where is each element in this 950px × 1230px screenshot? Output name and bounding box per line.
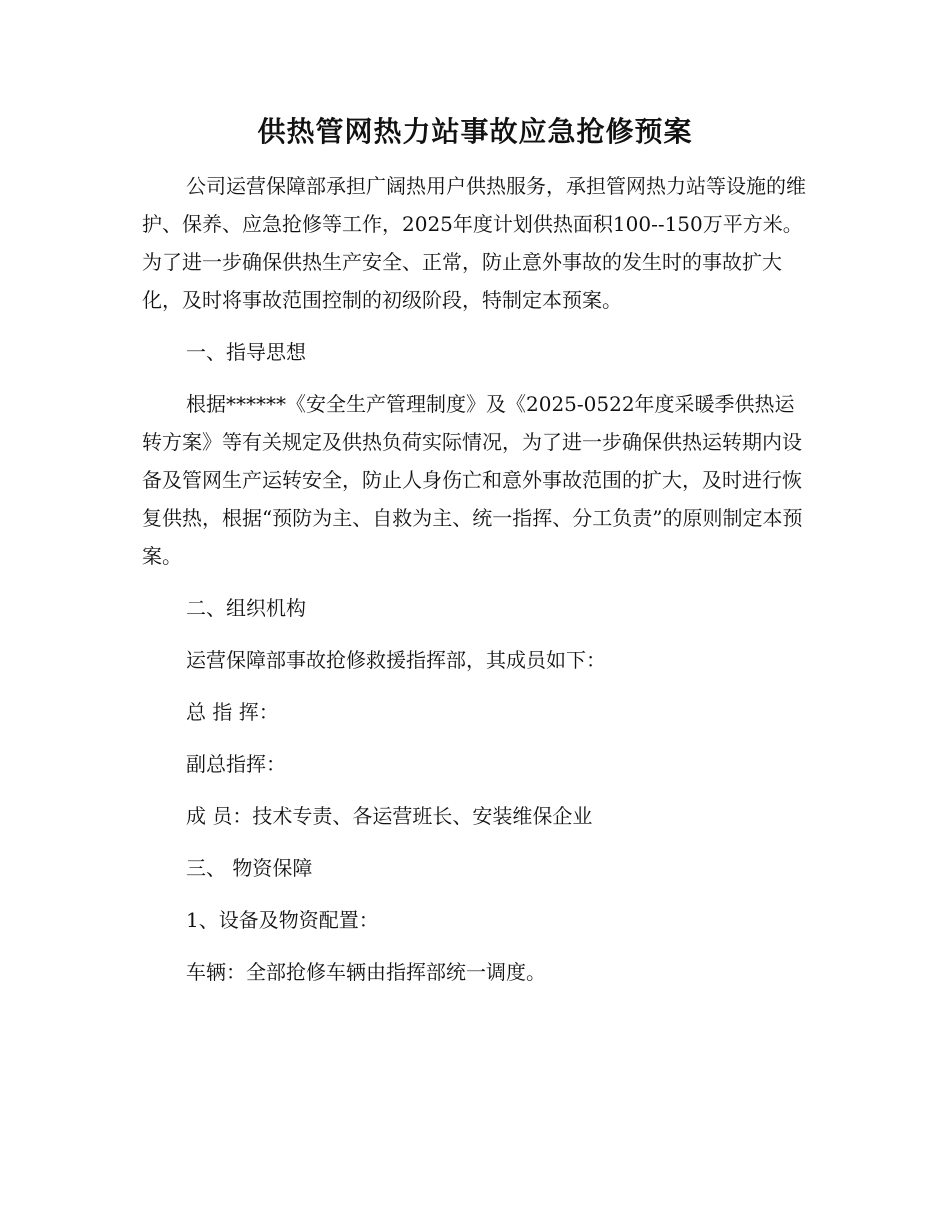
guiding-thought-paragraph: 根据******《安全生产管理制度》及《2025-0522年度采暖季供热运转方案》等有关规定及供热负荷实际情况，为了进一步确保供热运转期内设备及管网生产运转安全，防止人身伤亡和意外事故范围的扩大，及时进行恢复供热，根据“预防为主、自救为主、统一指挥、分工负责”的原则制定本预案。 (142, 392, 803, 568)
section-heading-materials: 三、 物资保障 (186, 856, 313, 880)
section-heading-organization: 二、组织机构 (186, 596, 306, 620)
vehicles-line: 车辆：全部抢修车辆由指挥部统一调度。 (186, 960, 546, 984)
section-heading-guiding-thought: 一、指导思想 (186, 340, 306, 364)
deputy-commander-line: 副总指挥： (186, 752, 286, 776)
intro-paragraph: 公司运营保障部承担广阔热用户供热服务，承担管网热力站等设施的维护、保养、应急抢修等工作，2025年度计划供热面积100--150万平方米。为了进一步确保供热生产安全、正常，防止意外事故的发生时的事故扩大化，及时将事故范围控制的初级阶段，特制定本预案。 (142, 174, 806, 312)
commander-line: 总 指 挥： (186, 700, 279, 724)
equipment-config-item: 1、设备及物资配置： (186, 908, 379, 932)
organization-intro: 运营保障部事故抢修救援指挥部，其成员如下： (186, 648, 606, 672)
document-title: 供热管网热力站事故应急抢修预案 (257, 115, 693, 148)
members-line: 成 员：技术专责、各运营班长、安装维保企业 (186, 804, 593, 828)
document-body (142, 160, 812, 998)
